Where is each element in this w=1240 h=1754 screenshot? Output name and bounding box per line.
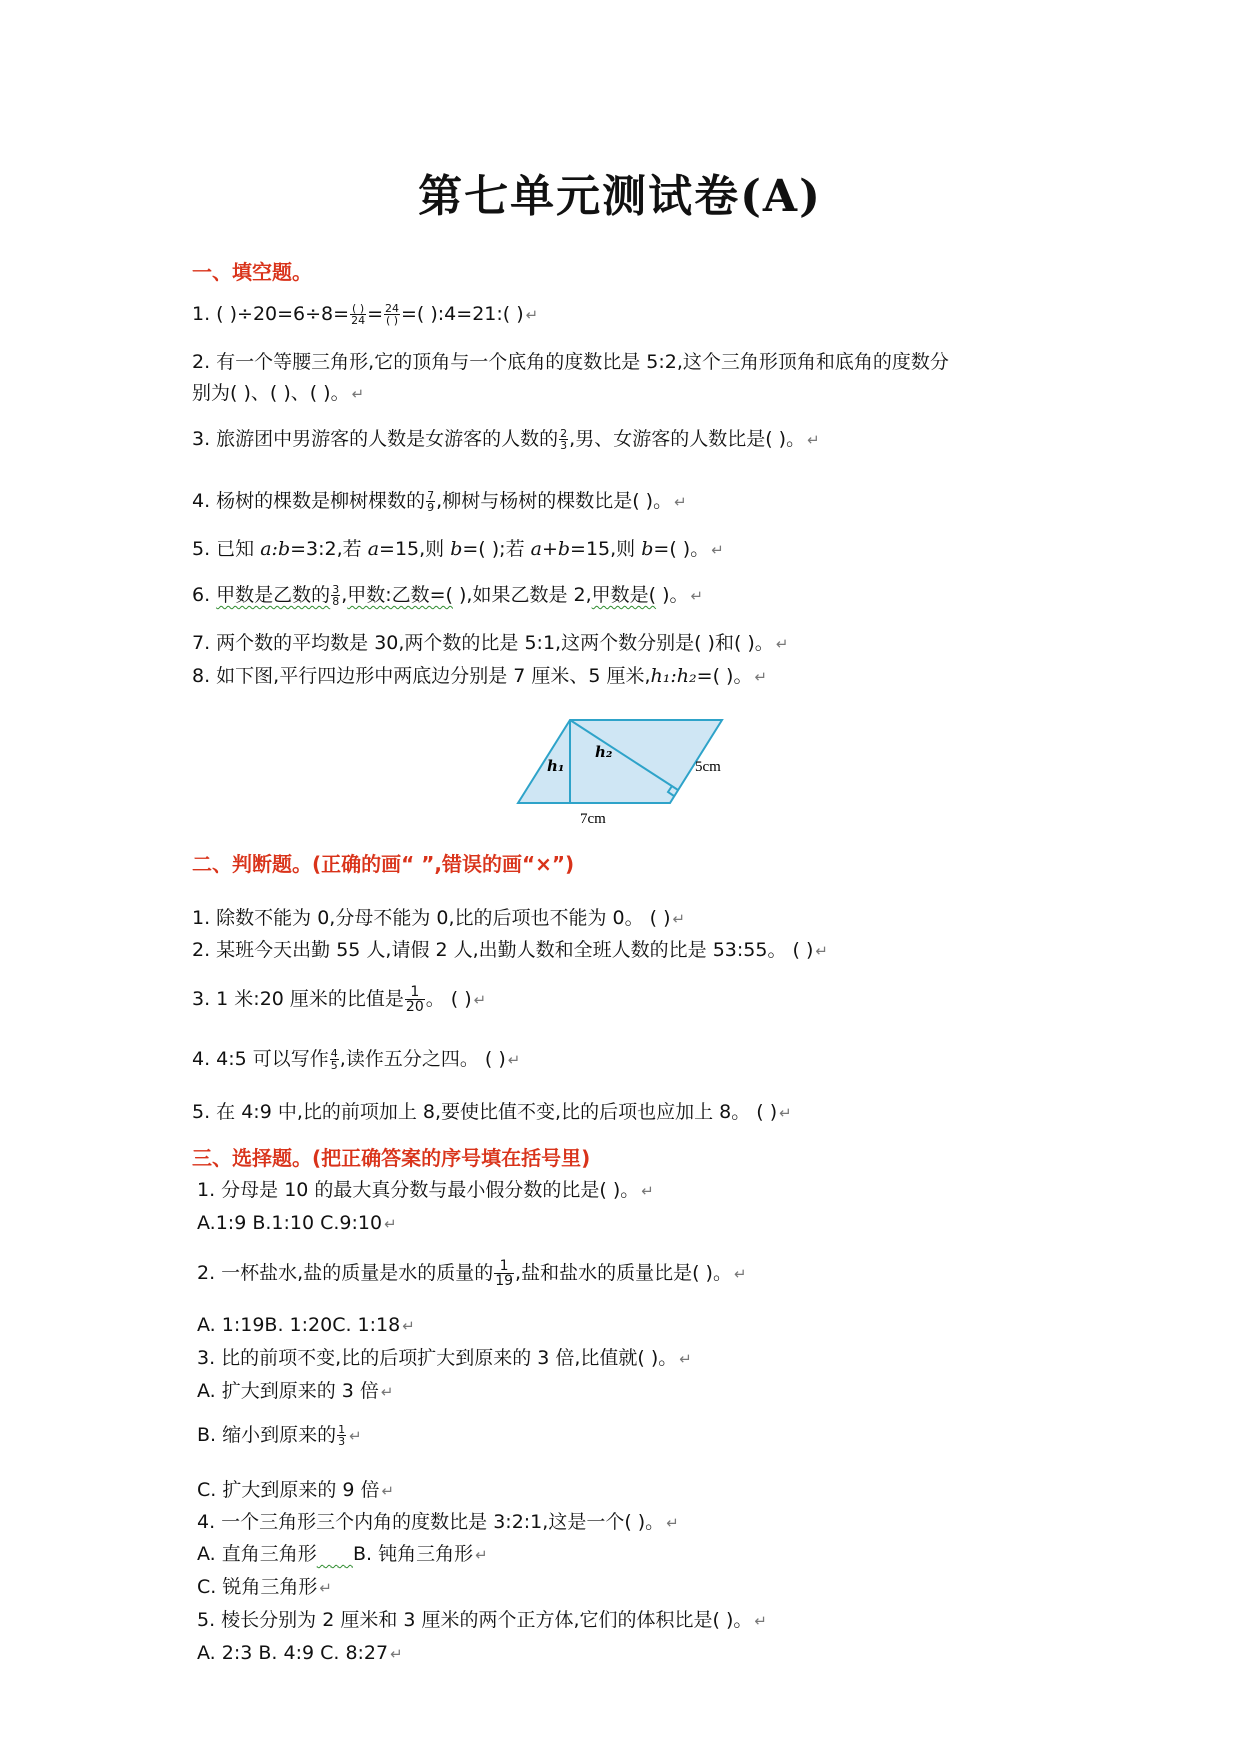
judge-question-4: 4. 4:5 可以写作 $\frac{4}{5}$ ,读作五分之四。 ( ) ↵ bbox=[192, 1047, 521, 1072]
return-mark-icon: ↵ bbox=[779, 1104, 792, 1122]
fill-question-5: 5. 已知 a:b=3:2,若 a=15,则 b=( );若 a+b=15,则 b=( )。 ↵ bbox=[192, 538, 724, 560]
return-mark-icon: ↵ bbox=[666, 1514, 679, 1532]
fill-question-1: 1. ( )÷20=6÷8= $\frac{( )}{24}$ = $\frac{24}{( )}$ =( ):4=21:( ) ↵ bbox=[192, 302, 539, 327]
label-h1: h₁ bbox=[547, 757, 565, 775]
return-mark-icon: ↵ bbox=[475, 1546, 488, 1564]
judge-question-3: 3. 1 米:20 厘米的比值是 $\frac{1}{20}$ 。 ( ) ↵ bbox=[192, 984, 487, 1015]
return-mark-icon: ↵ bbox=[674, 493, 687, 511]
return-mark-icon: ↵ bbox=[351, 385, 365, 403]
return-mark-icon: ↵ bbox=[679, 1350, 692, 1368]
return-mark-icon: ↵ bbox=[507, 1051, 521, 1069]
return-mark-icon: ↵ bbox=[754, 668, 768, 686]
parallelogram-figure bbox=[500, 715, 740, 830]
return-mark-icon: ↵ bbox=[384, 1215, 397, 1233]
judge-question-2: 2. 某班今天出勤 55 人,请假 2 人,出勤人数和全班人数的比是 53:55。 ( ) ↵ bbox=[192, 939, 828, 961]
return-mark-icon: ↵ bbox=[380, 1383, 394, 1401]
choose-question-1: 1. 分母是 10 的最大真分数与最小假分数的比是( )。 ↵ bbox=[197, 1179, 654, 1201]
choose-question-5: 5. 棱长分别为 2 厘米和 3 厘米的两个正方体,它们的体积比是( )。 ↵ bbox=[197, 1609, 767, 1631]
choose-question-4-options-ab: A. 直角三角形 B. 钝角三角形 ↵ bbox=[197, 1543, 488, 1565]
judge-question-5: 5. 在 4:9 中,比的前项加上 8,要使比值不变,比的后项也应加上 8。 ( ) ↵ bbox=[192, 1101, 792, 1123]
return-mark-icon: ↵ bbox=[381, 1482, 395, 1500]
return-mark-icon: ↵ bbox=[473, 991, 487, 1009]
fill-question-2-line-1: 2. 有一个等腰三角形,它的顶角与一个底角的度数比是 5:2,这个三角形顶角和底角的度数分 bbox=[192, 351, 949, 373]
section-choose-heading: 三、选择题。(把正确答案的序号填在括号里) bbox=[192, 1146, 591, 1170]
section-judge-heading: 二、判断题。(正确的画“ ”,错误的画“×”) bbox=[192, 852, 575, 876]
choose-question-3-option-c: C. 扩大到原来的 9 倍 ↵ bbox=[197, 1479, 395, 1501]
choose-question-3: 3. 比的前项不变,比的后项扩大到原来的 3 倍,比值就( )。 ↵ bbox=[197, 1347, 692, 1369]
fill-question-6: 6. 甲数是乙数的 $\frac{3}{8}$ ,甲数:乙数=( ),如果乙数是 2,甲数是( )。 ↵ bbox=[192, 583, 704, 608]
fill-question-4: 4. 杨树的棵数是柳树棵数的 $\frac{7}{9}$ ,柳树与杨树的棵数比是( )。 ↵ bbox=[192, 489, 687, 514]
choose-question-4-option-c: C. 锐角三角形 ↵ bbox=[197, 1576, 332, 1598]
fill-question-8: 8. 如下图,平行四边形中两底边分别是 7 厘米、5 厘米,h₁:h₂=( )。 ↵ bbox=[192, 665, 768, 687]
return-mark-icon: ↵ bbox=[641, 1182, 654, 1200]
choose-question-2: 2. 一杯盐水,盐的质量是水的质量的 $\frac{1}{19}$ ,盐和盐水的质量比是( )。 ↵ bbox=[197, 1258, 747, 1289]
choose-question-3-option-a: A. 扩大到原来的 3 倍 ↵ bbox=[197, 1380, 394, 1402]
return-mark-icon: ↵ bbox=[390, 1645, 403, 1663]
label-h2: h₂ bbox=[595, 743, 613, 761]
return-mark-icon: ↵ bbox=[815, 942, 828, 960]
return-mark-icon: ↵ bbox=[525, 306, 539, 324]
choose-question-2-options: A. 1:19B. 1:20C. 1:18 ↵ bbox=[197, 1314, 415, 1336]
return-mark-icon: ↵ bbox=[402, 1317, 415, 1335]
choose-question-4: 4. 一个三角形三个内角的度数比是 3:2:1,这是一个( )。 ↵ bbox=[197, 1511, 679, 1533]
return-mark-icon: ↵ bbox=[754, 1612, 767, 1630]
label-base-7cm: 7cm bbox=[580, 811, 606, 827]
return-mark-icon: ↵ bbox=[711, 541, 724, 559]
fill-question-3: 3. 旅游团中男游客的人数是女游客的人数的 $\frac{2}{3}$ ,男、女游客的人数比是( )。 ↵ bbox=[192, 427, 820, 452]
fraction: $\frac{24}{( )}$ bbox=[385, 302, 399, 327]
choose-question-1-options: A.1:9 B.1:10 C.9:10 ↵ bbox=[197, 1212, 397, 1234]
fill-question-2-line-2: 别为( )、( )、( )。 ↵ bbox=[192, 382, 365, 404]
page-title: 第七单元测试卷(A) bbox=[418, 171, 822, 222]
section-fill-heading: 一、填空题。 bbox=[192, 260, 312, 284]
return-mark-icon: ↵ bbox=[690, 587, 704, 605]
choose-question-5-options: A. 2:3 B. 4:9 C. 8:27 ↵ bbox=[197, 1642, 403, 1664]
return-mark-icon: ↵ bbox=[672, 910, 686, 928]
choose-question-3-option-b: B. 缩小到原来的 $\frac{1}{3}$ ↵ bbox=[197, 1423, 362, 1448]
fraction: $\frac{( )}{24}$ bbox=[351, 302, 366, 327]
return-mark-icon: ↵ bbox=[319, 1579, 332, 1597]
return-mark-icon: ↵ bbox=[349, 1427, 362, 1445]
fill-question-7: 7. 两个数的平均数是 30,两个数的比是 5:1,这两个数分别是( )和( )。 ↵ bbox=[192, 632, 789, 654]
judge-question-1: 1. 除数不能为 0,分母不能为 0,比的后项也不能为 0。 ( ) ↵ bbox=[192, 907, 686, 929]
label-side-5cm: 5cm bbox=[695, 759, 721, 775]
return-mark-icon: ↵ bbox=[775, 635, 789, 653]
return-mark-icon: ↵ bbox=[807, 431, 820, 449]
return-mark-icon: ↵ bbox=[733, 1265, 747, 1283]
